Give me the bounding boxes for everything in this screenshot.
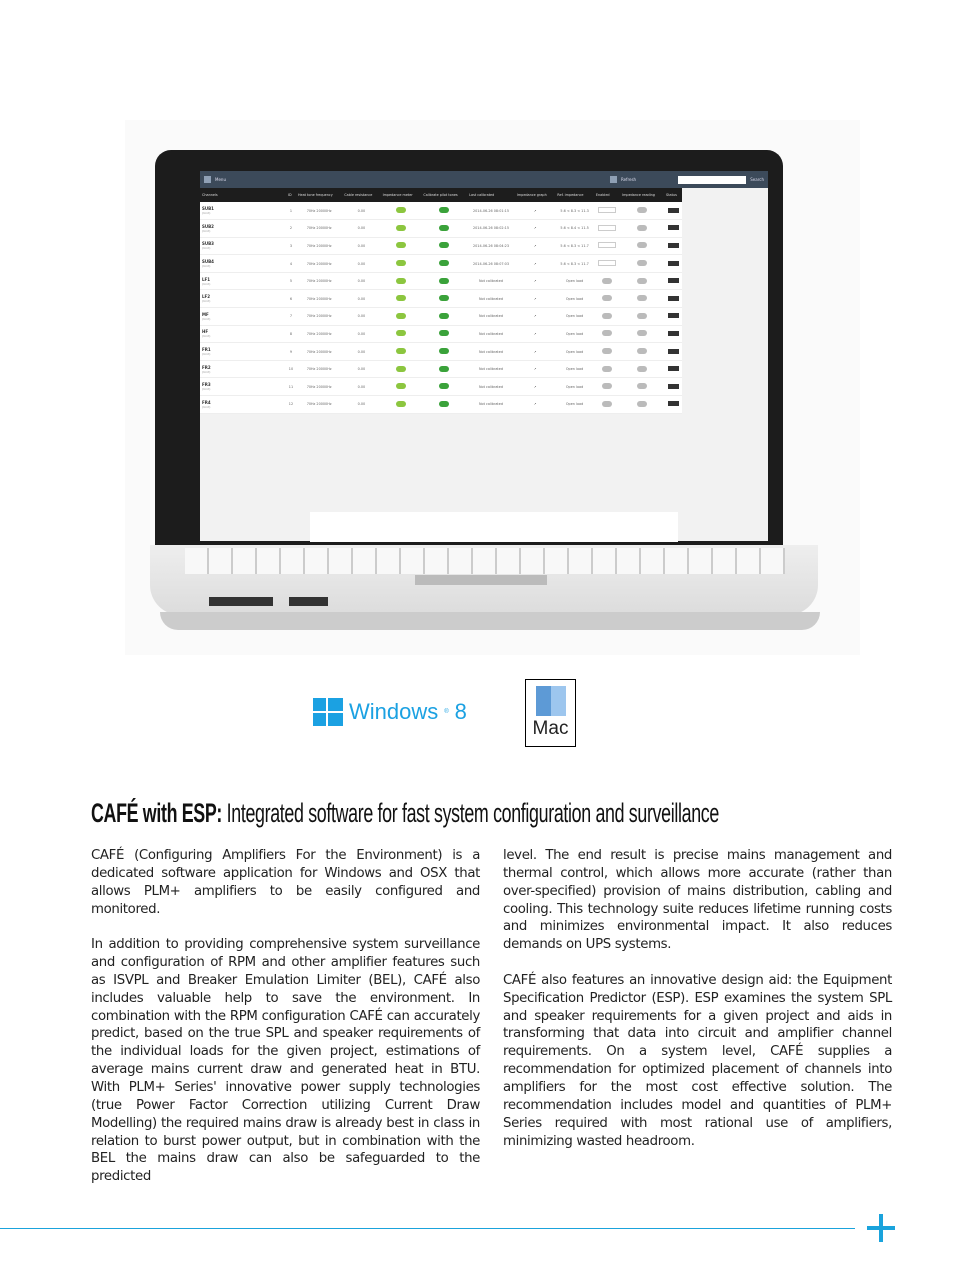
cable-resistance-input[interactable]: 0.00: [342, 255, 380, 273]
channel-label: SUB1: [202, 206, 214, 212]
column-header[interactable]: Last calibrated: [467, 188, 515, 202]
channel-id: 8: [286, 325, 296, 343]
frequency: 70Hz 20000Hz: [296, 343, 342, 361]
channel-id: 10: [286, 360, 296, 378]
channel-sub: (Unit): [202, 246, 211, 251]
graph-icon[interactable]: ↗: [515, 343, 555, 361]
cable-resistance-input[interactable]: 0.00: [342, 343, 380, 361]
column-header[interactable]: Impedance meter: [381, 188, 422, 202]
frequency: 70Hz 20000Hz: [296, 396, 342, 414]
calibrate-button[interactable]: [439, 260, 449, 266]
table-row[interactable]: [200, 325, 682, 343]
graph-icon[interactable]: ↗: [515, 202, 555, 220]
channel-id: 3: [286, 237, 296, 255]
status-badge: [668, 261, 679, 266]
enabled-toggle[interactable]: [598, 260, 616, 266]
last-calibrated: Not calibrated: [467, 325, 515, 343]
column-header[interactable]: Channels: [200, 188, 286, 202]
graph-icon[interactable]: ↗: [515, 360, 555, 378]
calibrate-button[interactable]: [439, 242, 449, 248]
text-column-left: [91, 847, 480, 1204]
channel-label: MF: [202, 311, 209, 317]
channels-table: [200, 188, 682, 414]
page-heading: [91, 798, 719, 829]
graph-icon[interactable]: ↗: [515, 290, 555, 308]
last-calibrated: 2014-06-26 08:02:15: [467, 220, 515, 238]
menu-button[interactable]: Menu: [215, 177, 226, 182]
search-input[interactable]: [678, 176, 746, 184]
status-badge: [668, 225, 679, 230]
refresh-icon[interactable]: [610, 176, 617, 183]
graph-icon[interactable]: ↗: [515, 220, 555, 238]
text-column-right: [503, 847, 892, 1168]
paragraph: In addition to providing comprehensive system surveillance and configuration of RPM and other amplifier features such as ISVPL and Breaker Emulation Limiter (BEL), CAFÉ also includes valuable help to save the environment. In combination with the RPM configuration CAFÉ can accurately predict, based on the true SPL and speaker requirements of the individual loads for the given project, estimations of average mains current draw and generated heat in BTU. With PLM+ Series' innovative power supply technologies (true Power Factor Correction utilizing Current Draw Modelling) the required mains draw is already best in class in relation to burst power output, but in combination with the BEL the mains draw can also be safeguarded to the predicted: [91, 937, 480, 1185]
frequency: 70Hz 20000Hz: [296, 272, 342, 290]
ref-impedance: 5.6 < 8.3 < 11.3: [555, 202, 594, 220]
finder-icon: [536, 686, 566, 716]
status-badge: [668, 384, 679, 389]
channel-sub: (Unit): [202, 369, 211, 374]
channel-id: 2: [286, 220, 296, 238]
frequency: 70Hz 20000Hz: [296, 325, 342, 343]
last-calibrated: Not calibrated: [467, 343, 515, 361]
heading-rest: Integrated software for fast system configuration and surveillance: [222, 798, 719, 828]
last-calibrated: Not calibrated: [467, 360, 515, 378]
paragraph: level. The end result is precise mains management and thermal control, which allows more accurate (rather than over-specified) provision of mains distribution, cabling and cooling. This technology suite reduces lifetime running costs and minimizes environmental impact. It also reduces demands on UPS systems.: [503, 848, 892, 953]
column-header[interactable]: Heat tone frequency: [296, 188, 342, 202]
calibrate-button[interactable]: [439, 330, 449, 336]
graph-icon[interactable]: ↗: [515, 255, 555, 273]
channel-sub: (Unit): [202, 352, 211, 357]
frequency: 70Hz 20000Hz: [296, 202, 342, 220]
calibrate-button[interactable]: [439, 278, 449, 284]
channel-sub: (Unit): [202, 316, 211, 321]
impedance-meter-button[interactable]: [396, 383, 406, 389]
impedance-reading: [637, 225, 647, 231]
channel-name[interactable]: [200, 360, 286, 378]
channel-sub: (Unit): [202, 387, 211, 392]
cable-resistance-input[interactable]: 0.00: [342, 290, 380, 308]
port: [209, 597, 273, 606]
status-badge: [668, 331, 679, 336]
windows-label: Windows: [349, 699, 439, 724]
plus-icon: [865, 1212, 897, 1244]
cable-resistance-input[interactable]: 0.00: [342, 237, 380, 255]
channel-name[interactable]: [200, 237, 286, 255]
last-calibrated: Not calibrated: [467, 396, 515, 414]
column-header[interactable]: Impedance reading: [620, 188, 664, 202]
ref-impedance: Open load: [555, 396, 594, 414]
column-header[interactable]: Cable resistance: [342, 188, 380, 202]
impedance-meter-button[interactable]: [396, 260, 406, 266]
ref-impedance: Open load: [555, 308, 594, 326]
enabled-toggle[interactable]: [602, 278, 612, 284]
channel-name[interactable]: [200, 220, 286, 238]
last-calibrated: Not calibrated: [467, 308, 515, 326]
impedance-meter-button[interactable]: [396, 278, 406, 284]
table-row[interactable]: [200, 255, 682, 273]
ref-impedance: Open load: [555, 325, 594, 343]
impedance-reading: [637, 278, 647, 284]
impedance-meter-button[interactable]: [396, 242, 406, 248]
table-row[interactable]: [200, 308, 682, 326]
paragraph: CAFÉ (Configuring Amplifiers For the Environment) is a dedicated software application for Windows and OSX that allows PLM+ amplifiers to be easily configured and monitored.: [91, 848, 480, 917]
frequency: 70Hz 20000Hz: [296, 290, 342, 308]
channel-label: FR2: [202, 364, 211, 370]
channel-name[interactable]: [200, 378, 286, 396]
enabled-toggle[interactable]: [598, 207, 616, 213]
app-topbar: [200, 171, 768, 188]
channel-sub: (Unit): [202, 211, 211, 216]
channel-sub: (Unit): [202, 299, 211, 304]
channel-label: LF1: [202, 276, 211, 282]
channel-label: FR4: [202, 399, 211, 405]
laptop-screen: [200, 171, 768, 541]
impedance-meter-button[interactable]: [396, 313, 406, 319]
column-header[interactable]: Ref. impedance: [555, 188, 594, 202]
frequency: 70Hz 20000Hz: [296, 220, 342, 238]
graph-icon[interactable]: ↗: [515, 396, 555, 414]
channel-name[interactable]: [200, 202, 286, 220]
frequency: 70Hz 20000Hz: [296, 360, 342, 378]
last-calibrated: Not calibrated: [467, 378, 515, 396]
channel-id: 9: [286, 343, 296, 361]
impedance-reading: [637, 330, 647, 336]
paragraph: CAFÉ also features an innovative design aid: the Equipment Specification Predictor (ESP). ESP examines the system SPL and speaker requirements for a given project and aids in transforming that data into circuit and amplifier channel requirements. On a system level, CAFÉ supplies a recommendation for optimized placement of channels into amplifiers for the most cost effective solution. The recommendation includes model and quantities of PLM+ Series required with most rational use of amplifiers, minimizing wasted headroom.: [503, 972, 892, 1149]
channel-sub: (Unit): [202, 281, 211, 286]
cable-resistance-input[interactable]: 0.00: [342, 220, 380, 238]
cable-resistance-input[interactable]: 0.00: [342, 202, 380, 220]
channel-name[interactable]: [200, 308, 286, 326]
channel-sub: (Unit): [202, 334, 211, 339]
channel-id: 12: [286, 396, 296, 414]
impedance-reading: [637, 295, 647, 301]
table-row[interactable]: [200, 202, 682, 220]
refresh-button[interactable]: Refresh: [620, 177, 637, 182]
menu-icon[interactable]: [204, 176, 211, 183]
calibrate-button[interactable]: [439, 383, 449, 389]
status-badge: [668, 208, 679, 213]
channel-name[interactable]: [200, 290, 286, 308]
screen-bottom-panel: [310, 512, 678, 542]
calibrate-button[interactable]: [439, 366, 449, 372]
ref-impedance: 5.6 < 8.4 < 11.5: [555, 220, 594, 238]
mac-label: Mac: [532, 718, 569, 739]
ref-impedance: Open load: [555, 343, 594, 361]
ref-impedance: 5.6 < 8.3 < 11.7: [555, 237, 594, 255]
channel-id: 11: [286, 378, 296, 396]
enabled-toggle[interactable]: [602, 348, 612, 354]
enabled-toggle[interactable]: [602, 401, 612, 407]
frequency: 70Hz 20000Hz: [296, 308, 342, 326]
channel-label: SUB2: [202, 223, 214, 229]
graph-icon[interactable]: ↗: [515, 325, 555, 343]
last-calibrated: 2014-06-26 08:01:15: [467, 202, 515, 220]
cable-resistance-input[interactable]: 0.00: [342, 378, 380, 396]
touchpad: [415, 575, 547, 585]
impedance-meter-button[interactable]: [396, 401, 406, 407]
channel-label: FR3: [202, 382, 211, 388]
frequency: 70Hz 20000Hz: [296, 255, 342, 273]
cable-resistance-input[interactable]: 0.00: [342, 396, 380, 414]
channel-id: 1: [286, 202, 296, 220]
column-header[interactable]: Impedance graph: [515, 188, 555, 202]
table-row[interactable]: [200, 343, 682, 361]
channel-sub: (Unit): [202, 228, 211, 233]
enabled-toggle[interactable]: [598, 242, 616, 248]
search-button[interactable]: Search: [750, 177, 764, 182]
channel-name[interactable]: [200, 325, 286, 343]
column-header[interactable]: Calibrate pilot tones: [421, 188, 467, 202]
frequency: 70Hz 20000Hz: [296, 378, 342, 396]
channel-label: HF: [202, 329, 209, 335]
impedance-reading: [637, 366, 647, 372]
status-badge: [668, 313, 679, 318]
impedance-meter-button[interactable]: [396, 366, 406, 372]
table-row[interactable]: [200, 237, 682, 255]
windows-version: 8: [454, 699, 467, 724]
footer-rule: [0, 1228, 855, 1229]
laptop-lip: [160, 612, 820, 630]
impedance-meter-button[interactable]: [396, 207, 406, 213]
impedance-reading: [637, 260, 647, 266]
calibrate-button[interactable]: [439, 401, 449, 407]
ref-impedance: Open load: [555, 272, 594, 290]
ref-impedance: Open load: [555, 360, 594, 378]
channel-label: SUB4: [202, 259, 214, 265]
cable-resistance-input[interactable]: 0.00: [342, 308, 380, 326]
enabled-toggle[interactable]: [602, 366, 612, 372]
channel-label: SUB3: [202, 241, 214, 247]
port: [289, 597, 328, 606]
keyboard: [185, 548, 785, 574]
mac-logo: [525, 679, 576, 747]
enabled-toggle[interactable]: [598, 225, 616, 231]
last-calibrated: 2014-06-26 08:04:23: [467, 237, 515, 255]
channel-label: FR1: [202, 347, 211, 353]
channel-sub: (Unit): [202, 404, 211, 409]
graph-icon[interactable]: ↗: [515, 272, 555, 290]
calibrate-button[interactable]: [439, 348, 449, 354]
channel-label: LF2: [202, 294, 211, 300]
impedance-meter-button[interactable]: [396, 348, 406, 354]
graph-icon[interactable]: ↗: [515, 237, 555, 255]
impedance-reading: [637, 383, 647, 389]
calibrate-button[interactable]: [439, 207, 449, 213]
heading-bold: CAFÉ with ESP:: [91, 798, 223, 828]
channel-id: 4: [286, 255, 296, 273]
channel-name[interactable]: [200, 396, 286, 414]
calibrate-button[interactable]: [439, 313, 449, 319]
impedance-meter-button[interactable]: [396, 225, 406, 231]
impedance-meter-button[interactable]: [396, 330, 406, 336]
ref-impedance: 5.6 < 8.3 < 11.7: [555, 255, 594, 273]
channel-id: 7: [286, 308, 296, 326]
channel-name[interactable]: [200, 272, 286, 290]
status-badge: [668, 278, 679, 283]
channel-id: 5: [286, 272, 296, 290]
impedance-meter-button[interactable]: [396, 295, 406, 301]
ref-impedance: Open load: [555, 290, 594, 308]
last-calibrated: Not calibrated: [467, 290, 515, 308]
impedance-reading: [637, 242, 647, 248]
column-header[interactable]: ID: [286, 188, 296, 202]
status-badge: [668, 349, 679, 354]
windows-icon: [313, 698, 343, 726]
channel-name[interactable]: [200, 343, 286, 361]
status-badge: [668, 243, 679, 248]
impedance-reading: [637, 348, 647, 354]
column-header[interactable]: Status: [664, 188, 682, 202]
graph-icon[interactable]: ↗: [515, 308, 555, 326]
enabled-toggle[interactable]: [602, 330, 612, 336]
table-row[interactable]: [200, 272, 682, 290]
channel-sub: (Unit): [202, 264, 211, 269]
table-row[interactable]: [200, 378, 682, 396]
status-badge: [668, 296, 679, 301]
cable-resistance-input[interactable]: 0.00: [342, 325, 380, 343]
impedance-reading: [637, 313, 647, 319]
enabled-toggle[interactable]: [602, 295, 612, 301]
cable-resistance-input[interactable]: 0.00: [342, 272, 380, 290]
impedance-reading: [637, 207, 647, 213]
calibrate-button[interactable]: [439, 295, 449, 301]
table-row[interactable]: [200, 220, 682, 238]
enabled-toggle[interactable]: [602, 383, 612, 389]
graph-icon[interactable]: ↗: [515, 378, 555, 396]
channel-id: 6: [286, 290, 296, 308]
windows-8-logo: Windows ® 8: [313, 698, 467, 726]
table-row[interactable]: [200, 290, 682, 308]
last-calibrated: 2014-06-26 08:07:03: [467, 255, 515, 273]
table-row[interactable]: [200, 396, 682, 414]
enabled-toggle[interactable]: [602, 313, 612, 319]
status-badge: [668, 366, 679, 371]
status-badge: [668, 401, 679, 406]
table-row[interactable]: [200, 360, 682, 378]
channel-name[interactable]: [200, 255, 286, 273]
frequency: 70Hz 20000Hz: [296, 237, 342, 255]
calibrate-button[interactable]: [439, 225, 449, 231]
impedance-reading: [637, 401, 647, 407]
ref-impedance: Open load: [555, 378, 594, 396]
cable-resistance-input[interactable]: 0.00: [342, 360, 380, 378]
last-calibrated: Not calibrated: [467, 272, 515, 290]
column-header[interactable]: Enabled: [594, 188, 620, 202]
